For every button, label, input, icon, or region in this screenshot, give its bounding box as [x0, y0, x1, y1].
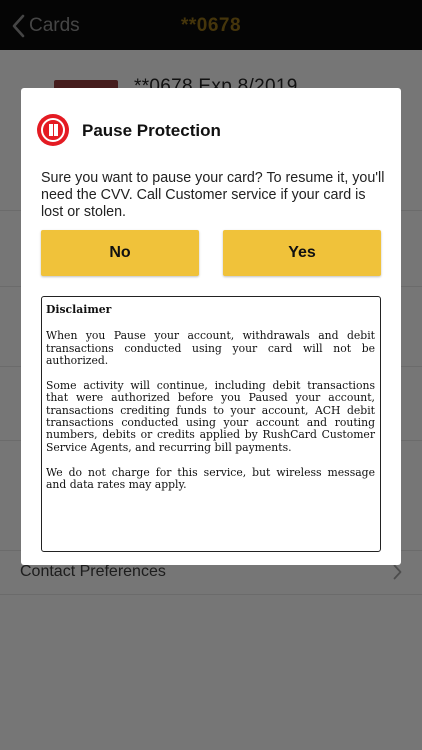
disclaimer-box[interactable]	[41, 296, 381, 552]
pause-icon	[37, 114, 69, 146]
disclaimer-paragraph: We do not charge for this service, but wireless message and data rates may apply.	[46, 465, 375, 492]
dialog-message: Sure you want to pause your card? To resume it, you'll need the CVV. Call Customer service if your card is lost or stolen.	[41, 170, 385, 220]
no-button[interactable]: No	[41, 230, 199, 276]
disclaimer-paragraph: When you Pause your account, withdrawals and debit transactions conducted using your card will not be authorized.	[46, 329, 375, 367]
yes-button[interactable]: Yes	[223, 230, 381, 276]
pause-protection-dialog	[21, 88, 401, 565]
disclaimer-paragraph: Some activity will continue, including debit transactions that were authorized before you Paused your account, transactions crediting funds to your account, ACH debit transactions conducted using your account and routing numbers, debits or credits applied by RushCard Customer Service Agents, and recurring bill payments.	[46, 379, 375, 454]
disclaimer-heading: Disclaimer	[46, 303, 112, 316]
dialog-title: Pause Protection	[82, 121, 221, 140]
